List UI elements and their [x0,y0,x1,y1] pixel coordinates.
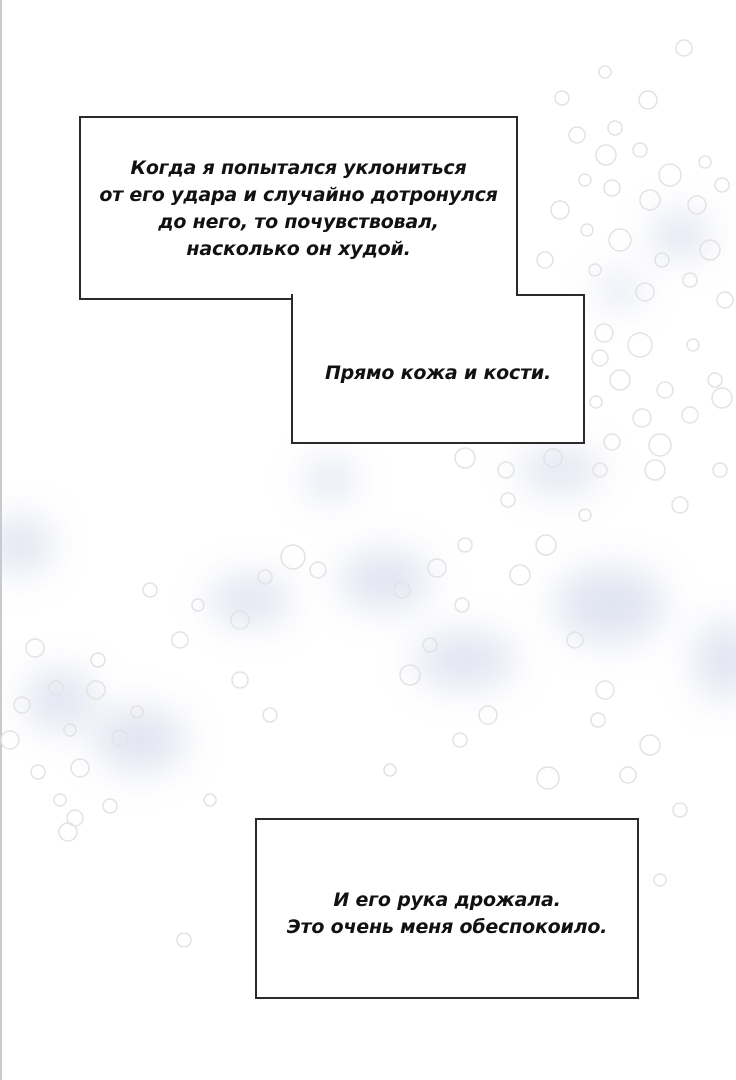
caption-2-text [293,360,583,387]
caption-1-line: до него, то почувствовал, [158,211,439,233]
speech-box-join-corner [512,296,516,302]
caption-1-line: Когда я попытался уклониться [130,157,467,179]
caption-2-line: Прямо кожа и кости. [324,362,552,384]
caption-3-line: Это очень меня обеспокоило. [286,916,608,938]
speech-box-join [293,290,516,304]
caption-1-text [81,155,516,263]
caption-3-line: И его рука дрожала. [333,889,561,911]
speech-box-bottom [255,818,639,999]
caption-1-line: от его удара и случайно дотронулся [99,184,498,206]
caption-3-text [257,887,637,941]
caption-1-line: насколько он худой. [186,238,411,260]
